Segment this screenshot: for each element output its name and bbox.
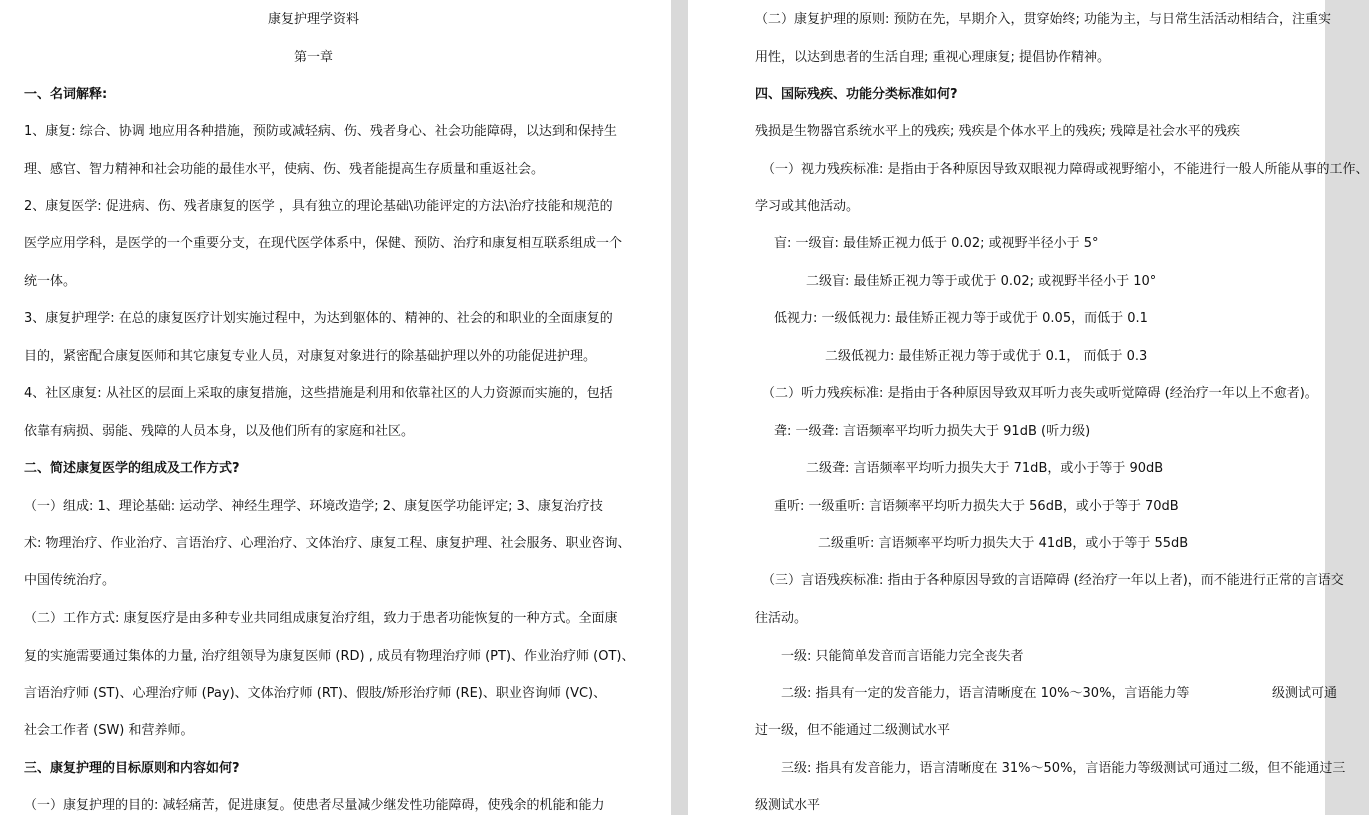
text-line: 医学应用学科，是医学的一个重要分支，在现代医学体系中，保健、预防、治疗和康复相互联系组成一个 (24, 236, 623, 251)
text-line: （二）康复护理的原则: 预防在先，早期介入，贯穿始终; 功能为主，与日常生活活动相结合，注重实 (755, 12, 1332, 27)
text-line: 术: 物理治疗、作业治疗、言语治疗、心理治疗、文体治疗、康复工程、康复护理、社会服务、职业咨询、 (24, 536, 631, 551)
text-line: 级测试可通 (1272, 686, 1338, 701)
text-line: 聋: 一级聋: 言语频率平均听力损失大于 91dB (听力级) (774, 424, 1091, 439)
text-line: 盲: 一级盲: 最佳矫正视力低于 0.02; 或视野半径小于 5° (774, 236, 1099, 251)
text-line: 2、康复医学: 促进病、伤、残者康复的医学 ，具有独立的理论基础\功能评定的方法\治疗技能和规范的 (24, 199, 613, 214)
document-page-left (0, 0, 671, 815)
text-line: （一）组成: 1、理论基础: 运动学、神经生理学、环境改造学; 2、康复医学功能评定; 3、康复治疗技 (24, 499, 603, 514)
text-line: （二）工作方式: 康复医疗是由多种专业共同组成康复治疗组，致力于患者功能恢复的一种方式。全面康 (24, 611, 618, 626)
text-line: 过一级，但不能通过二级测试水平 (755, 723, 951, 738)
text-line: 残损是生物器官系统水平上的残疾; 残疾是个体水平上的残疾; 残障是社会水平的残疾 (755, 124, 1241, 139)
text-line: 往活动。 (755, 611, 808, 626)
text-line: 4、社区康复: 从社区的层面上采取的康复措施，这些措施是利用和依靠社区的人力资源而实施的，包括 (24, 386, 613, 401)
text-line: 三级: 指具有发音能力，语言清晰度在 31%～50%，言语能力等级测试可通过二级，但不能通过三 (781, 761, 1346, 776)
document-title: 康复护理学资料 (267, 12, 359, 27)
text-line: 社会工作者 (SW) 和营养师。 (24, 723, 194, 738)
text-line: 二级盲: 最佳矫正视力等于或优于 0.02; 或视野半径小于 10° (806, 274, 1157, 289)
section-heading: 三、康复护理的目标原则和内容如何? (24, 761, 240, 776)
text-line: 一级: 只能简单发音而言语能力完全丧失者 (781, 649, 1024, 664)
section-heading: 四、国际残疾、功能分类标准如何? (755, 87, 958, 102)
chapter-heading: 第一章 (293, 50, 333, 65)
text-line: （一）视力残疾标准: 是指由于各种原因导致双眼视力障碍或视野缩小，不能进行一般人所能从事的工作、 (762, 162, 1369, 177)
text-line: 低视力: 一级低视力: 最佳矫正视力等于或优于 0.05，而低于 0.1 (774, 311, 1148, 326)
document-page-right (688, 0, 1369, 815)
text-line: （三）言语残疾标准: 指由于各种原因导致的言语障碍 (经治疗一年以上者)，而不能进行正常的言语交 (762, 573, 1344, 588)
text-line: 重听: 一级重听: 言语频率平均听力损失大于 56dB，或小于等于 70dB (774, 499, 1179, 514)
text-line: 言语治疗师 (ST)、心理治疗师 (Pay)、文体治疗师 (RT)、假肢/矫形治疗师 (RE)、职业咨询师 (VC)、 (24, 686, 607, 701)
text-line: 统一体。 (24, 274, 77, 289)
text-line: 二级重听: 言语频率平均听力损失大于 41dB，或小于等于 55dB (818, 536, 1189, 551)
text-line: 二级低视力: 最佳矫正视力等于或优于 0.1， 而低于 0.3 (825, 349, 1148, 364)
section-heading: 一、名词解释: (24, 87, 108, 102)
text-line: （二）听力残疾标准: 是指由于各种原因导致双耳听力丧失或听觉障碍 (经治疗一年以上不愈者)。 (762, 386, 1318, 401)
text-line: 1、康复: 综合、协调 地应用各种措施，预防或减轻病、伤、残者身心、社会功能障碍，以达到和保持生 (24, 124, 617, 139)
text-line: 复的实施需要通过集体的力量, 治疗组领导为康复医师 (RD) , 成员有物理治疗师 (PT)、作业治疗师 (OT)、 (24, 649, 635, 664)
text-line: （一）康复护理的目的: 减轻痛苦，促进康复。使患者尽量减少继发性功能障碍，使残余的机能和能力 (24, 798, 605, 813)
text-line: 3、康复护理学: 在总的康复医疗计划实施过程中，为达到躯体的、精神的、社会的和职业的全面康复的 (24, 311, 613, 326)
section-heading: 二、简述康复医学的组成及工作方式? (24, 461, 240, 476)
text-line: 中国传统治疗。 (24, 573, 116, 588)
page-gutter (671, 0, 688, 815)
text-line: 目的，紧密配合康复医师和其它康复专业人员，对康复对象进行的除基础护理以外的功能促进护理。 (24, 349, 597, 364)
text-line: 学习或其他活动。 (755, 199, 860, 214)
text-line: 级测试水平 (755, 798, 821, 813)
text-line: 二级: 指具有一定的发音能力，语言清晰度在 10%～30%，言语能力等 (781, 686, 1190, 701)
text-line: 二级聋: 言语频率平均听力损失大于 71dB，或小于等于 90dB (806, 461, 1164, 476)
text-line: 依靠有病损、弱能、残障的人员本身，以及他们所有的家庭和社区。 (24, 424, 415, 439)
text-line: 用性，以达到患者的生活自理; 重视心理康复; 提倡协作精神。 (755, 50, 1111, 65)
text-line: 理、感官、智力精神和社会功能的最佳水平，使病、伤、残者能提高生存质量和重返社会。 (24, 162, 545, 177)
